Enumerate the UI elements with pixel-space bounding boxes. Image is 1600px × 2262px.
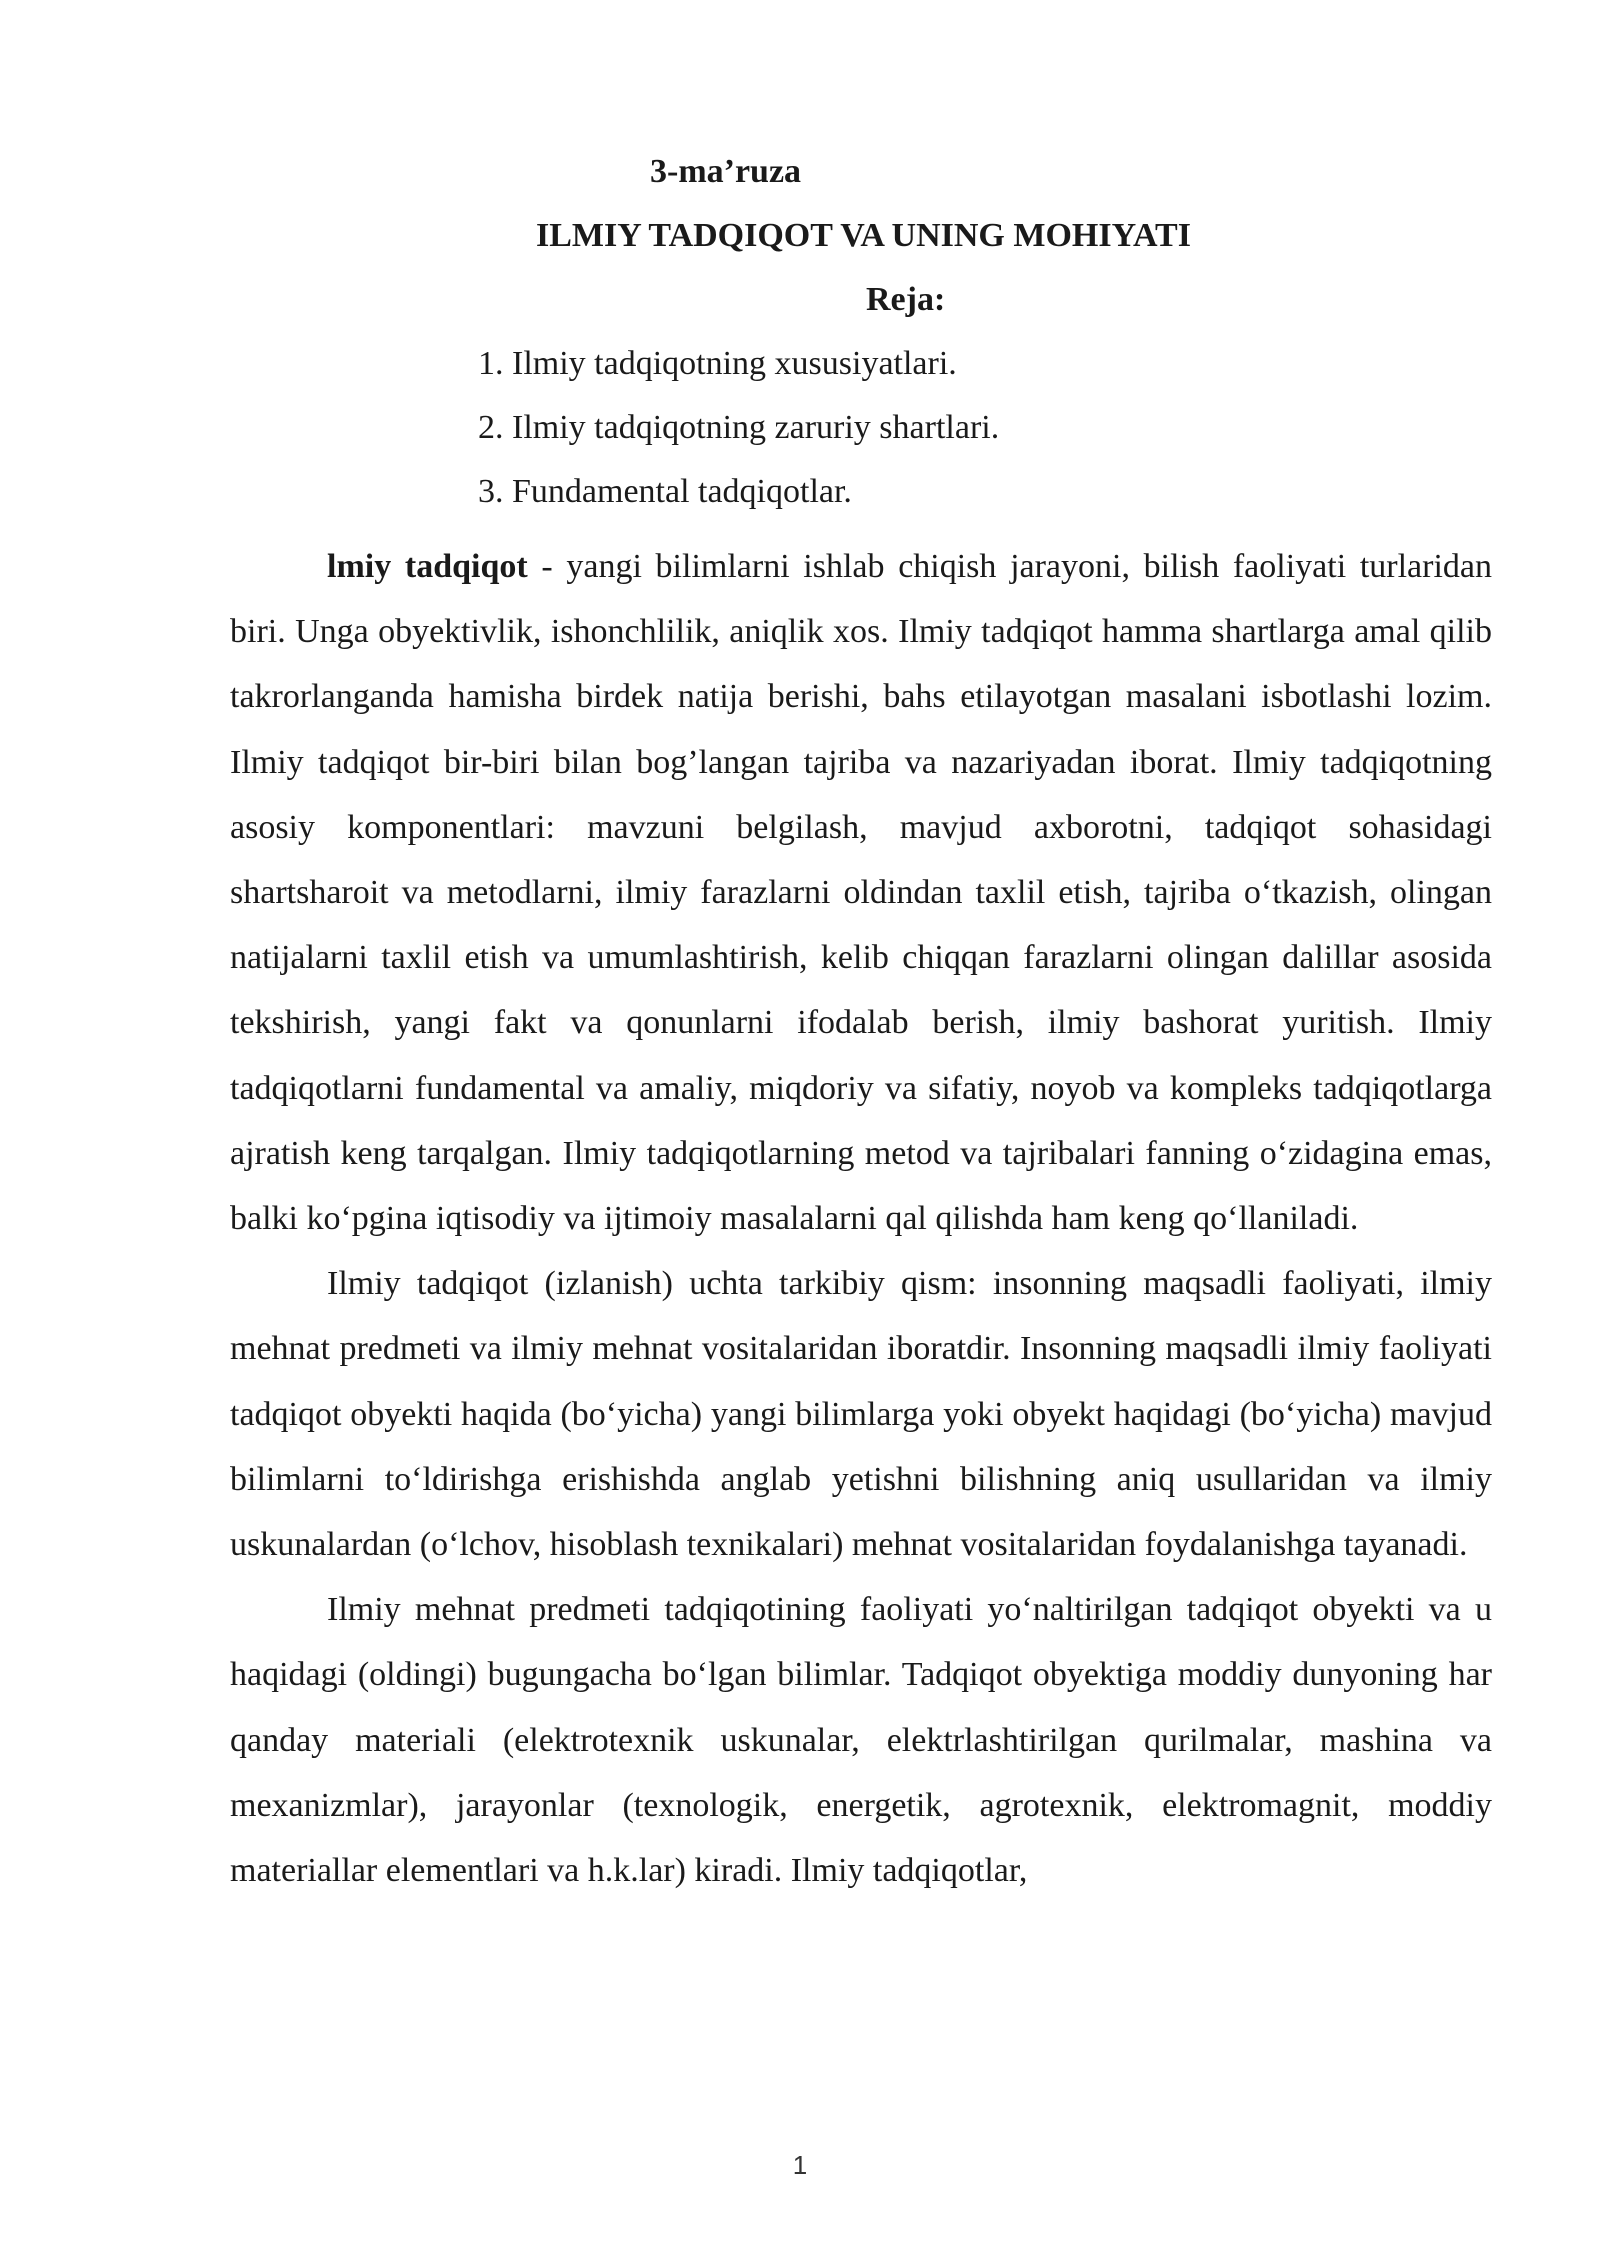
paragraph-components: Ilmiy tadqiqot (izlanish) uchta tarkibiy qism: insonning maqsadli faoliyati, ilmiy mehnat predmeti va ilmiy mehnat vositalaridan iboratdir. Insonning maqsadli ilmiy faoliyati tadqiqot obyekti haqida (bo‘yicha) yangi bilimlarga yoki obyekt haqidagi (bo‘yicha) mavjud bilimlarni to‘ldirishga erishishda anglab yetishni bilishning aniq usullaridan va ilmiy uskunalardan (o‘lchov, hisoblash texnikalari) mehnat vositalaridan foydalanishga tayanadi. [230, 1265, 1492, 1564]
document-page [230, 150, 1492, 1903]
defined-term: lmiy tadqiqot [327, 548, 528, 585]
plan-item: 1. Ilmiy tadqiqotning xususiyatlari. [478, 345, 957, 382]
lecture-number: 3-ma’ruza [650, 153, 802, 190]
definition-text: - yangi bilimlarni ishlab chiqish jarayoni, bilish faoliyati turlaridan biri. Unga obyektivlik, ishonchlilik, aniqlik xos. Ilmiy tadqiqot hamma shartlarga amal qilib takrorlanganda hamisha birdek natija berishi, bahs etilayotgan masalani isbotlashi lozim. Ilmiy tadqiqot bir-biri bilan bog’langan tajriba va nazariyadan iborat. Ilmiy tadqiqotning asosiy komponentlari: mavzuni belgilash, mavjud axborotni, tadqiqot sohasidagi shartsharoit va metodlarni, ilmiy farazlarni oldindan taxlil etish, tajriba o‘tkazish, olingan natijalarni taxlil etish va umumlashtirish, kelib chiqqan farazlarni olingan dalillar asosida tekshirish, yangi fakt va qonunlarni ifodalab berish, ilmiy bashorat yuritish. Ilmiy tadqiqotlarni fundamental va amaliy, miqdoriy va sifatiy, noyob va kompleks tadqiqotlarga ajratish keng tarqalgan. Ilmiy tadqiqotlarning metod va tajribalari fanning o‘zidagina emas, balki ko‘pgina iqtisodiy va ijtimoiy masalalarni qal qilishda ham keng qo‘llaniladi. [230, 548, 1492, 1238]
paragraph-subject: Ilmiy mehnat predmeti tadqiqotining faoliyati yo‘naltirilgan tadqiqot obyekti va u haqidagi (oldingi) bugungacha bo‘lgan bilimlar. Tadqiqot obyektiga moddiy dunyoning har qanday materiali (elektrotexnik uskunalar, elektrlashtirilgan qurilmalar, mashina va mexanizmlar), jarayonlar (texnologik, energetik, agrotexnik, elektromagnit, moddiy materiallar elementlari va h.k.lar) kiradi. Ilmiy tadqiqotlar, [230, 1591, 1492, 1890]
page-number: 1 [792, 2150, 808, 2180]
paragraph-definition [230, 534, 1492, 1251]
lecture-title: ILMIY TADQIQOT VA UNING MOHIYATI [536, 217, 1191, 254]
plan-item: 2. Ilmiy tadqiqotning zaruriy shartlari. [478, 409, 1000, 446]
plan-item: 3. Fundamental tadqiqotlar. [478, 473, 852, 510]
plan-heading: Reja: [866, 281, 946, 318]
plan-list [230, 342, 1492, 514]
